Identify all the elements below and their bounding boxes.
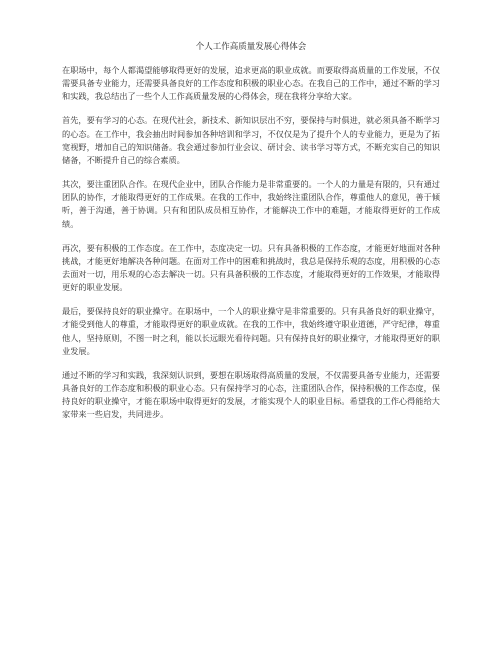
paragraph-conclusion: 通过不断的学习和实践，我深刻认识到，要想在职场取得高质量的发展，不仅需要具备专业能力，还需要具备良好的工作态度和积极的职业心态。只有保持学习的心态，注重团队合作，保持积极的工作态度，保持良好的职业操守，才能在职场中取得更好的发展，才能实现个人的职业目标。希望我的工作心得能给大家带来一些启发，共同进步。: [62, 369, 440, 420]
paragraph-attitude: 再次，要有积极的工作态度。在工作中，态度决定一切。只有具备积极的工作态度，才能更好地面对各种挑战，才能更好地解决各种问题。在面对工作中的困难和挑战时，我总是保持乐观的态度，用积极的心态去面对一切，用乐观的心态去解决一切。只有具备积极的工作态度，才能取得更好的工作效果，才能取得更好的职业发展。: [62, 242, 440, 293]
paragraph-ethics: 最后，要保持良好的职业操守。在职场中，一个人的职业操守是非常重要的。只有具备良好的职业操守，才能受到他人的尊重，才能取得更好的职业成就。在我的工作中，我始终遵守职业道德，严守纪律，尊重他人，坚持原则，不图一时之利，能以长远眼光看待问题。只有保持良好的职业操守，才能取得更好的职业发展。: [62, 306, 440, 356]
document-title: 个人工作高质量发展心得体会: [195, 42, 307, 52]
paragraph-intro: 在职场中，每个人都渴望能够取得更好的发展，追求更高的职业成就。而要取得高质量的工作发展，不仅需要具备专业能力，还需要具备良好的工作态度和积极的职业心态。在我自己的工作中，通过不断的学习和实践，我总结出了一些个人工作高质量发展的心得体会，现在我将分享给大家。: [62, 65, 440, 102]
document-body: [62, 64, 440, 432]
paragraph-learning: 首先，要有学习的心态。在现代社会，新技术、新知识层出不穷，要保持与时俱进，就必须具备不断学习的心态。在工作中，我会抽出时间参加各种培训和学习，不仅仅是为了提升个人的专业能力，更是为了拓宽视野，增加自己的知识储备。我会通过参加行业会议、研讨会、读书学习等方式，不断充实自己的知识储备，不断提升自己的综合素质。: [62, 115, 440, 166]
paragraph-teamwork: 其次，要注重团队合作。在现代企业中，团队合作能力是非常重要的。一个人的力量是有限的，只有通过团队的协作，才能取得更好的工作成果。在我的工作中，我始终注重团队合作，尊重他人的意见，善于倾听，善于沟通，善于协调。只有和团队成员相互协作，才能解决工作中的难题，才能取得更好的工作成绩。: [62, 179, 440, 229]
